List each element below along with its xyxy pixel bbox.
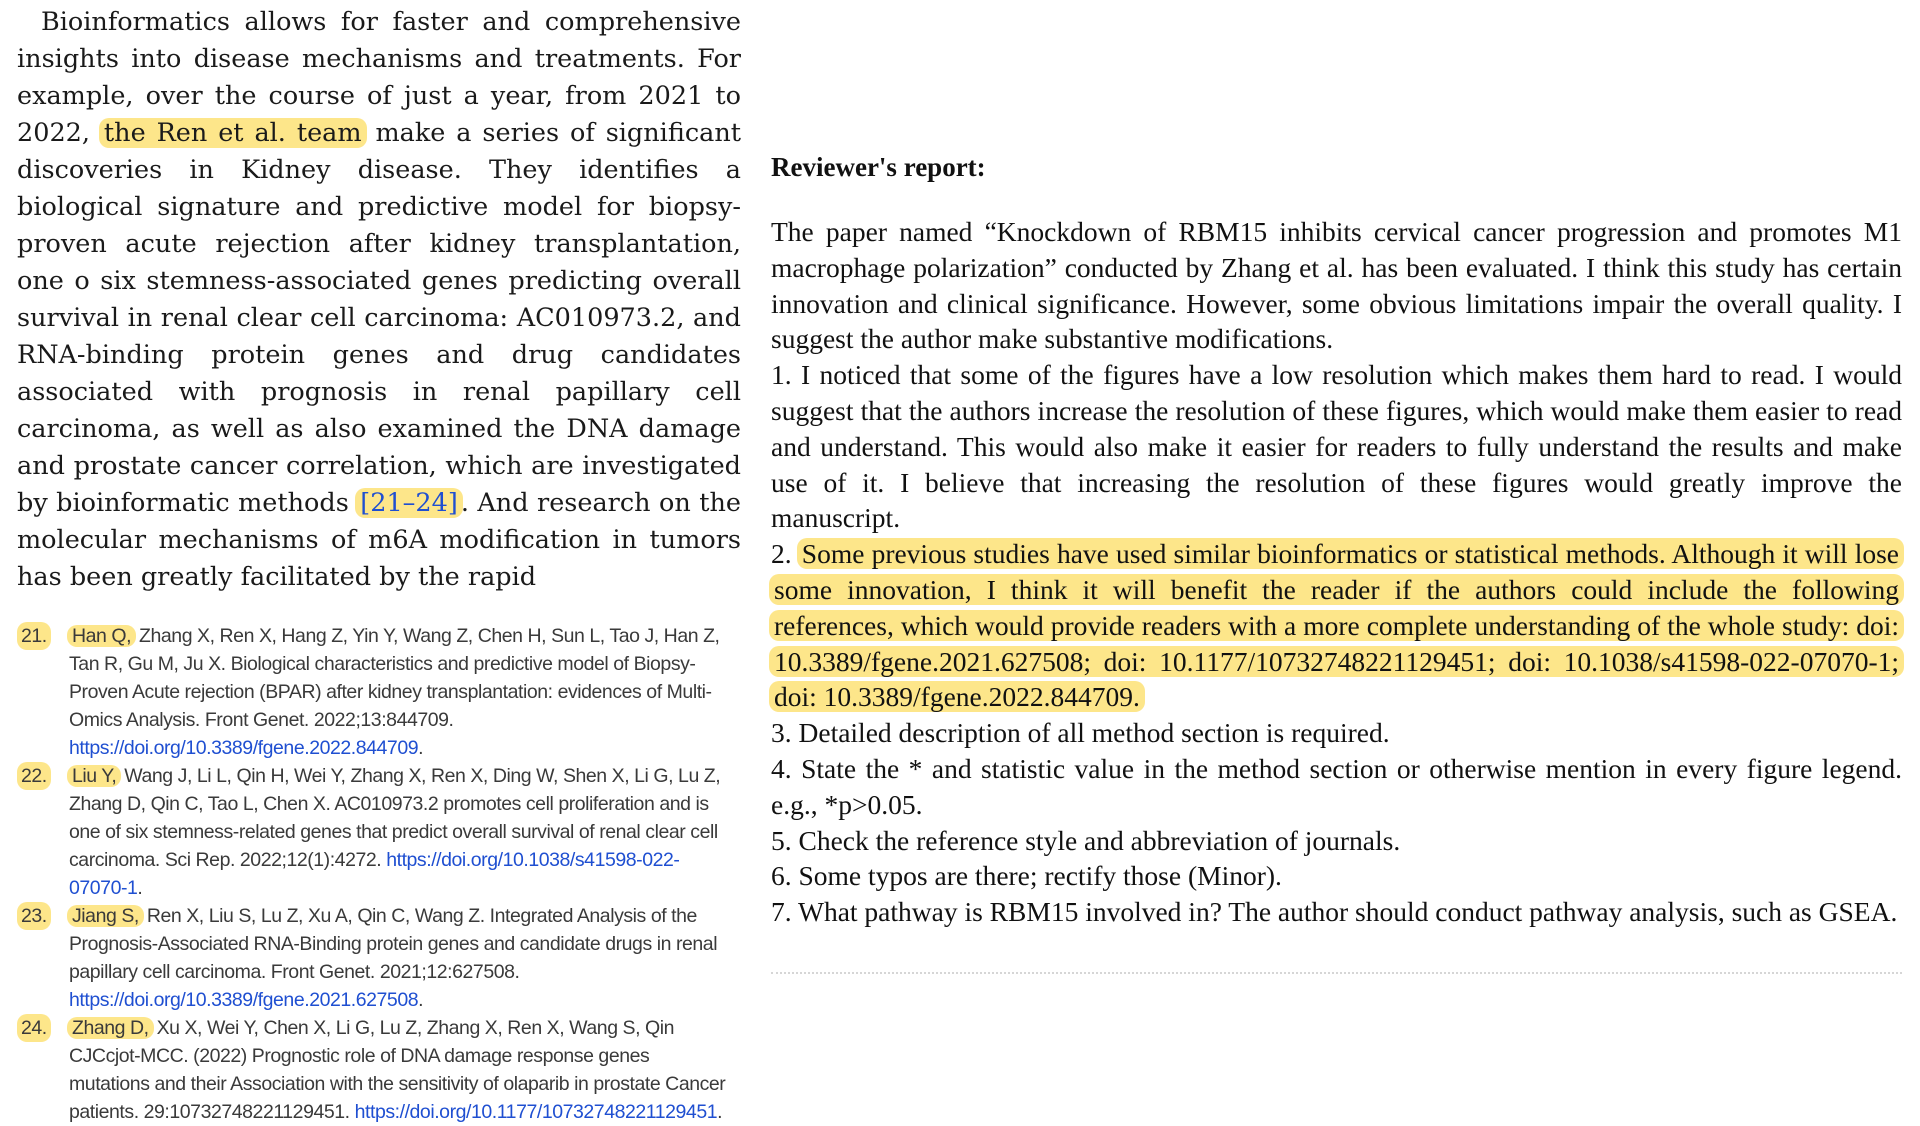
review-item-5: 5. Check the reference style and abbreviation of journals. [771,824,1401,856]
reference-item [17,622,729,762]
reference-first-author: Liu Y, [67,765,121,787]
paragraph-text-3: . And research on the molecular mechanisms of m6A modification in tumors has been greatly facilitated by the rapid [17,488,742,592]
reference-end: . [418,737,424,759]
review-item-2-number: 2. [771,538,792,570]
reference-item [17,1014,729,1126]
reference-item [17,902,729,1014]
review-intro: The paper named “Knockdown of RBM15 inhibits cervical cancer progression and promotes M1 macrophage polarization” conducted by Zhang et al. has been evaluated. I think this study has certain innovation and clinical significance. However, some obvious limitations impair the overall quality. I suggest the author make substantive modifications. [771,216,1902,355]
reviewer-report [771,150,1902,930]
reference-end: . [137,877,143,899]
cropped-line [771,972,1902,974]
reference-number: 21. [17,622,51,650]
reference-doi-link[interactable]: https://doi.org/10.1038/s41598-022-07070-1 [69,849,680,899]
reference-text: Zhang X, Ren X, Hang Z, Yin Y, Wang Z, Chen H, Sun L, Tao J, Han Z, Tan R, Gu M, Ju X. Biological characteristics and predictive model of Biopsy-Proven Acute rejection (BPAR) after kidney transplantation: evidences of Multi-Omics Analysis. Front Genet. 2022;13:844709. [69,625,720,731]
reference-doi-link[interactable]: https://doi.org/10.1177/10732748221129451 [354,1101,718,1123]
reference-text: Wang J, Li L, Qin H, Wei Y, Zhang X, Ren X, Ding W, Shen X, Li G, Lu Z, Zhang D, Qin C, Tao L, Chen X. AC010973.2 promotes cell proliferation and is one of six stemness-related genes that predict overall survival of renal clear cell carcinoma. Sci Rep. 2022;12(1):4272. [69,765,721,871]
reference-first-author: Jiang S, [67,905,144,927]
reference-list [17,622,741,1126]
paper-paragraph [17,4,741,596]
reference-first-author: Han Q, [67,625,136,647]
review-title: Reviewer's report: [771,152,986,182]
paragraph-text-2: make a series of significant discoveries in Kidney disease. They identifies a biological signature and predictive model for biopsy-proven acute rejection after kidney transplantation, one o six stemness-associated genes predicting overall survival in renal clear cell carcinoma: AC010973.2, and RNA-binding protein genes and drug candidates associated with prognosis in renal papillary cell carcinoma, as well as also examined the DNA damage and prostate cancer correlation, which are investigated by bioinformatic methods [17,118,741,518]
review-item-1: 1. I noticed that some of the figures have a low resolution which makes them hard to read. I would suggest that the authors increase the resolution of these figures, which would make them easier to read and understand. This would also make it easier for readers to fully understand the results and make use of it. I believe that increasing the resolution of these figures would greatly improve the manuscript. [771,359,1902,534]
citation-21-24[interactable]: [21–24] [355,488,463,518]
reference-text: Ren X, Liu S, Lu Z, Xu A, Qin C, Wang Z. Integrated Analysis of the Prognosis-Associated RNA-Binding protein genes and candidate drugs in renal papillary cell carcinoma. Front Genet. 2021;12:627508. [69,905,718,983]
review-item-3: 3. Detailed description of all method section is required. [771,717,1390,749]
reference-number: 23. [17,902,51,930]
reference-end: . [717,1101,723,1123]
review-item-6: 6. Some typos are there; rectify those (Minor). [771,860,1282,892]
reference-item [17,762,729,902]
paper-excerpt [17,0,741,1126]
review-item-4: 4. State the * and statistic value in the method section or otherwise mention in every figure legend. e.g., *p>0.05. [771,752,1902,820]
cropped-text-edge [771,970,1902,976]
reference-doi-link[interactable]: https://doi.org/10.3389/fgene.2022.844709 [69,737,419,759]
reference-number: 22. [17,762,51,790]
reference-end: . [418,989,424,1011]
review-item-7: 7. What pathway is RBM15 involved in? The author should conduct pathway analysis, such as GSEA. [771,896,1898,928]
review-body [771,214,1902,930]
reference-text: Xu X, Wei Y, Chen X, Li G, Lu Z, Zhang X, Ren X, Wang S, Qin CJCcjot-MCC. (2022) Prognostic role of DNA damage response genes mutations and their Association with the sensitivity of olaparib in prostate Cancer patients. 29:10732748221129451. [69,1017,726,1123]
paragraph-text-1: Bioinformatics allows for faster and comprehensive insights into disease mechanisms and treatments. For example, over the course of just a year, from 2021 to 2022, [17,7,741,148]
highlight-ren-team: the Ren et al. team [99,118,367,148]
reference-first-author: Zhang D, [67,1017,154,1039]
reference-doi-link[interactable]: https://doi.org/10.3389/fgene.2021.627508 [69,989,419,1011]
review-item-2-highlight: Some previous studies have used similar bioinformatics or statistical methods. Although it will lose some innovation, I think it will benefit the reader if the authors could include the following references, which would provide readers with a more complete understanding of the whole study: doi: 10.3389/fgene.2021.627508; doi: 10.1177/10732748221129451; doi: 10.1038/s41598-022-07070-1; doi: 10.3389/fgene.2022.844709. [769,538,1904,712]
reference-number: 24. [17,1014,51,1042]
review-item-2 [771,536,1902,715]
